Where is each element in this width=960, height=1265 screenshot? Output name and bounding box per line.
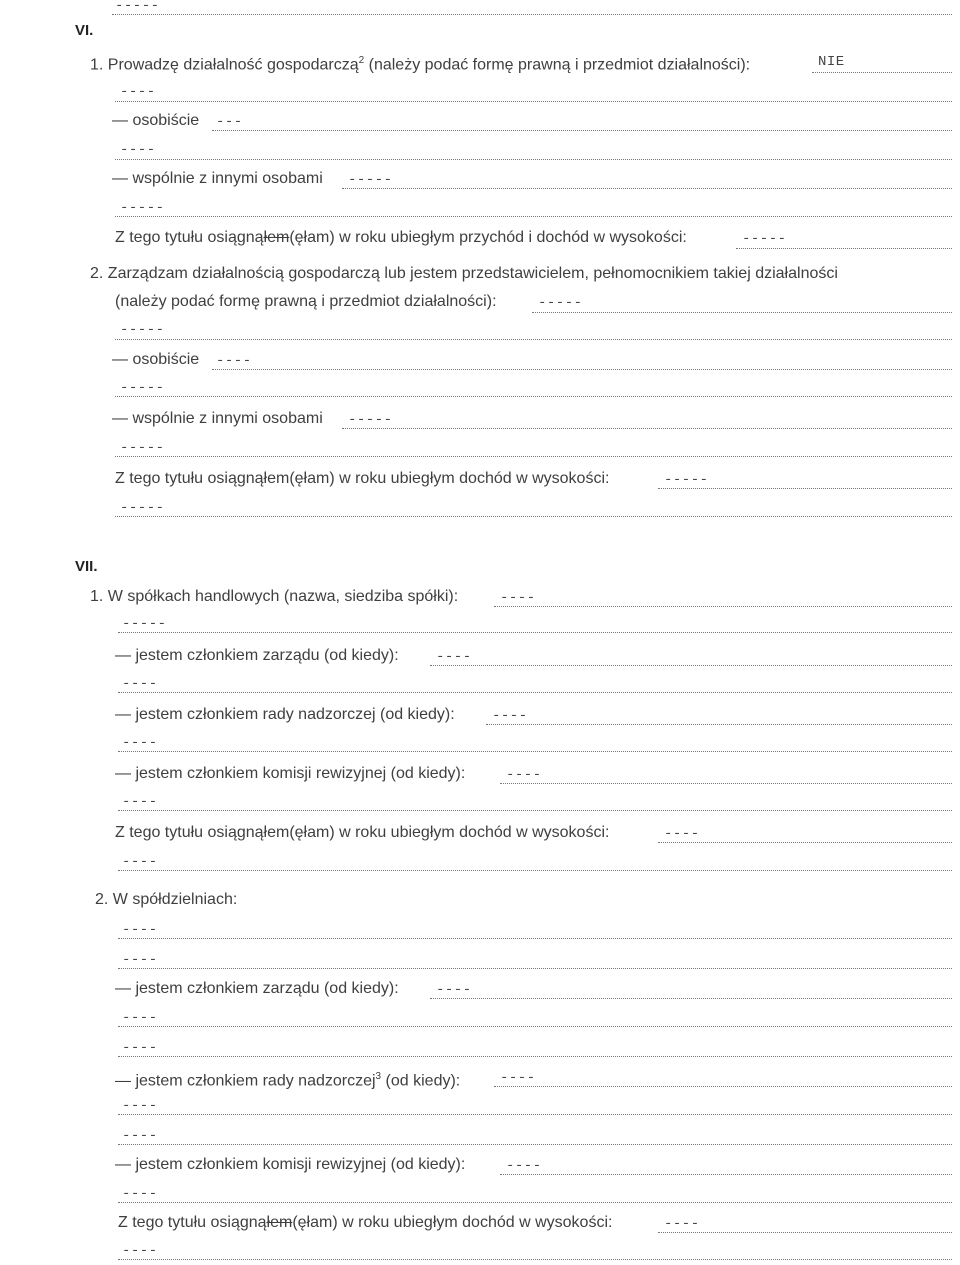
fill-line xyxy=(115,516,952,517)
fill-line xyxy=(500,1174,952,1175)
personal-label: — osobiście xyxy=(112,351,200,368)
income-label xyxy=(115,229,687,247)
item-number: 1. xyxy=(90,56,104,74)
audit-value: ---- xyxy=(506,1158,542,1174)
item-vi-1-label xyxy=(90,52,750,74)
fill-line xyxy=(342,188,952,189)
item-vii-2-cont1: ---- xyxy=(122,922,158,938)
section-heading-vi: VI. xyxy=(75,22,94,39)
personal-label: — osobiście xyxy=(112,112,200,129)
item-vii-1-label xyxy=(90,588,458,606)
item-number: 2. xyxy=(90,265,104,282)
fill-line xyxy=(118,1026,952,1027)
label-main: W spółdzielniach: xyxy=(112,891,238,908)
income-value: ---- xyxy=(664,826,700,842)
personal-value: ---- xyxy=(216,353,252,369)
supervisory-value: ---- xyxy=(500,1070,536,1086)
item-vii-2-cont2: ---- xyxy=(122,952,158,968)
audit-cont: ---- xyxy=(122,1186,158,1202)
income-pre: Z tego tytułu osiągną xyxy=(115,229,264,246)
fill-line xyxy=(115,216,952,217)
joint-label: — wspólnie z innymi osobami xyxy=(112,170,323,187)
label-main: Prowadzę działalność gospodarczą xyxy=(107,56,359,74)
income-label xyxy=(118,1214,612,1232)
board-value: ---- xyxy=(436,982,472,998)
footnote-ref: 2 xyxy=(358,55,365,66)
joint-cont: ----- xyxy=(120,200,165,216)
fill-line xyxy=(500,783,952,784)
fill-line xyxy=(115,159,952,160)
fill-line xyxy=(532,312,952,313)
personal-value: --- xyxy=(216,114,243,130)
item-vi-2-value: ----- xyxy=(538,295,583,311)
item-vi-1-value: NIE xyxy=(818,54,845,70)
board-value: ---- xyxy=(436,649,472,665)
audit-cont: ---- xyxy=(122,794,158,810)
supervisory-value: ---- xyxy=(492,708,528,724)
fill-line xyxy=(736,248,952,249)
income-value: ----- xyxy=(664,472,709,488)
top-fill-value: ----- xyxy=(115,0,160,14)
income-pre: Z tego tytułu osiągną xyxy=(118,1214,267,1231)
income-post: (ęłam) w roku ubiegłym przychód i dochód w wysokości: xyxy=(289,229,687,246)
fill-line xyxy=(212,130,952,131)
item-number: 2. xyxy=(95,891,109,908)
item-number: 1. xyxy=(90,588,104,605)
joint-cont: ----- xyxy=(120,440,165,456)
fill-line xyxy=(118,870,952,871)
supervisory-cont1: ---- xyxy=(122,1098,158,1114)
income-post: (ęłam) w roku ubiegłym dochód w wysokości: xyxy=(292,1214,613,1231)
item-vii-1-value: ---- xyxy=(500,590,536,606)
audit-value: ---- xyxy=(506,767,542,783)
board-cont: ---- xyxy=(122,676,158,692)
item-vi-1-cont: ---- xyxy=(120,84,156,100)
personal-cont: ----- xyxy=(120,380,165,396)
income-label: Z tego tytułu osiągnąłem(ęłam) w roku ubiegłym dochód w wysokości: xyxy=(115,824,610,841)
fill-line xyxy=(118,1056,952,1057)
fill-line xyxy=(494,1086,952,1087)
fill-line xyxy=(118,632,952,633)
board-label: — jestem członkiem zarządu (od kiedy): xyxy=(115,647,399,664)
board-cont2: ---- xyxy=(122,1040,158,1056)
fill-line xyxy=(118,751,952,752)
label-rest: (należy podać formę prawną i przedmiot działalności): xyxy=(364,56,751,74)
label-main: — jestem członkiem rady nadzorczej xyxy=(115,1072,376,1090)
item-vi-2-label-line1 xyxy=(90,265,838,283)
income-cont: ----- xyxy=(120,500,165,516)
fill-line xyxy=(118,1114,952,1115)
fill-line xyxy=(118,1259,952,1260)
fill-line xyxy=(658,1232,952,1233)
label-rest: (od kiedy): xyxy=(381,1072,461,1090)
fill-line xyxy=(342,428,952,429)
personal-cont: ---- xyxy=(120,142,156,158)
fill-line xyxy=(812,72,952,73)
audit-label: — jestem członkiem komisji rewizyjnej (od kiedy): xyxy=(115,765,466,782)
fill-line xyxy=(118,810,952,811)
income-value: ----- xyxy=(742,231,787,247)
fill-line xyxy=(115,101,952,102)
section-heading-vii: VII. xyxy=(75,558,98,575)
fill-line xyxy=(115,339,952,340)
fill-line xyxy=(212,369,952,370)
fill-line xyxy=(494,606,952,607)
income-value: ---- xyxy=(664,1216,700,1232)
income-cont: ---- xyxy=(122,1243,158,1259)
item-vii-1-cont: ----- xyxy=(122,616,167,632)
fill-line xyxy=(118,1144,952,1145)
fill-line xyxy=(118,968,952,969)
supervisory-label: — jestem członkiem rady nadzorczej (od kiedy): xyxy=(115,706,455,723)
fill-line xyxy=(115,456,952,457)
label-main: Zarządzam działalnością gospodarczą lub jestem przedstawicielem, pełnomocnikiem takiej działalności xyxy=(107,265,838,282)
fill-line xyxy=(115,396,952,397)
fill-line xyxy=(430,665,952,666)
item-vi-2-cont: ----- xyxy=(120,322,165,338)
audit-label: — jestem członkiem komisji rewizyjnej (od kiedy): xyxy=(115,1156,466,1173)
income-strike: łem xyxy=(263,229,290,246)
fill-line xyxy=(658,488,952,489)
supervisory-label xyxy=(115,1068,460,1090)
joint-label: — wspólnie z innymi osobami xyxy=(112,410,323,427)
supervisory-cont: ---- xyxy=(122,735,158,751)
income-cont: ---- xyxy=(122,854,158,870)
footnote-ref: 3 xyxy=(375,1071,382,1082)
fill-line xyxy=(430,998,952,999)
board-label: — jestem członkiem zarządu (od kiedy): xyxy=(115,980,399,997)
fill-line xyxy=(118,938,952,939)
label-main: W spółkach handlowych (nazwa, siedziba spółki): xyxy=(107,588,459,605)
fill-line xyxy=(112,14,952,15)
item-vi-2-label-line2: (należy podać formę prawną i przedmiot działalności): xyxy=(115,293,497,310)
fill-line xyxy=(118,692,952,693)
item-vii-2-label xyxy=(95,891,237,909)
fill-line xyxy=(118,1202,952,1203)
fill-line xyxy=(486,724,952,725)
supervisory-cont2: ---- xyxy=(122,1128,158,1144)
board-cont1: ---- xyxy=(122,1010,158,1026)
fill-line xyxy=(658,842,952,843)
joint-value: ----- xyxy=(348,172,393,188)
joint-value: ----- xyxy=(348,412,393,428)
income-strike: łem xyxy=(266,1214,293,1231)
income-label: Z tego tytułu osiągnąłem(ęłam) w roku ubiegłym dochód w wysokości: xyxy=(115,470,610,487)
